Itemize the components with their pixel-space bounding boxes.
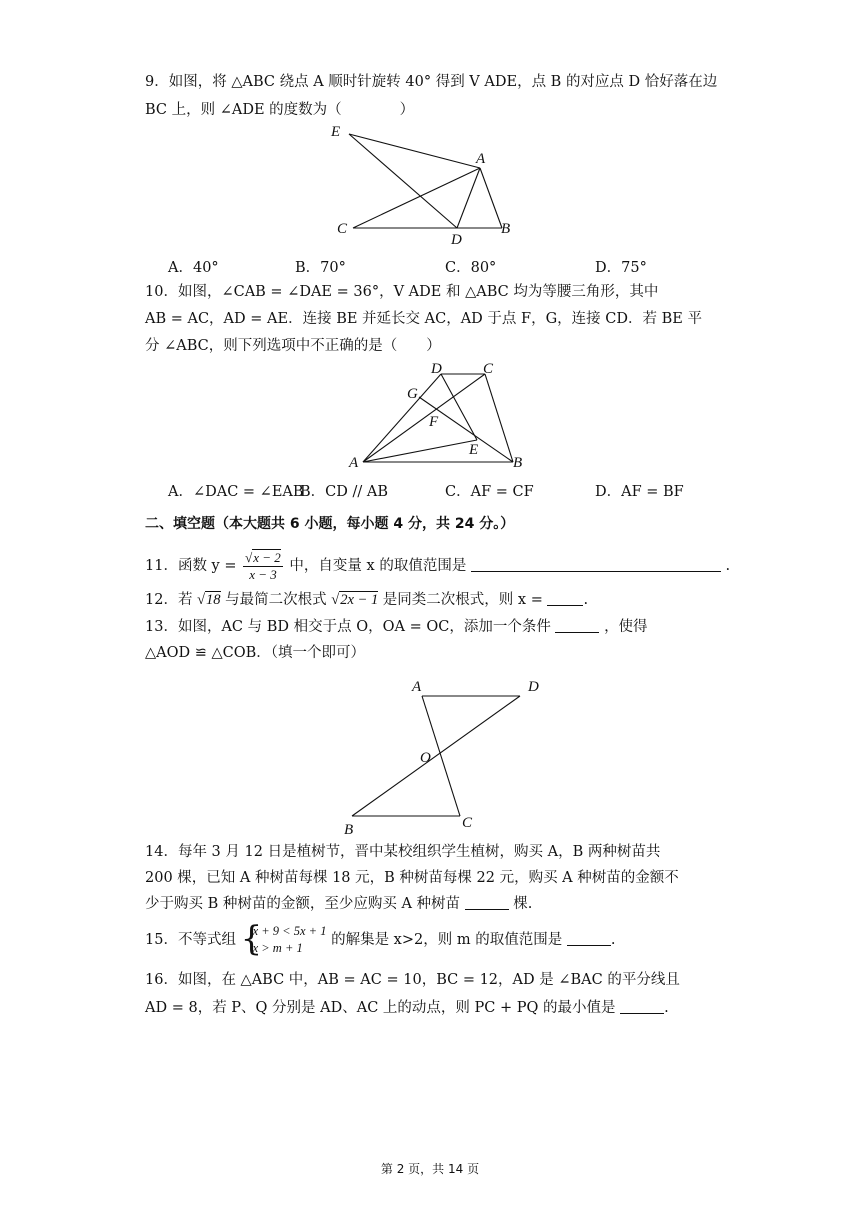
q14-line-2: 200 棵，已知 A 种树苗每棵 18 元，B 种树苗每棵 22 元，购买 A 种树苗的金额不 (145, 870, 679, 886)
q13-label-c: C (462, 815, 473, 831)
q12-part-2: 与最简二次根式 (220, 592, 332, 608)
q10-label-b: B (513, 455, 523, 471)
q10-choices (0, 480, 860, 500)
q16-answer-blank[interactable] (620, 999, 664, 1014)
q15-brace: { (240, 919, 263, 959)
q13-label-b: B (344, 822, 354, 834)
q11-prefix: 11．函数 y = (145, 558, 237, 574)
q9-choice-a: A．40° (168, 260, 219, 276)
q15-line (145, 920, 615, 960)
q14-answer-blank[interactable] (465, 895, 509, 910)
q9-line-2: BC 上，则 ∠ADE 的度数为（ ） (145, 102, 415, 118)
q12-part-1: 12．若 (145, 592, 198, 608)
q9-label-d: D (451, 232, 462, 248)
q10-choice-c: C．AF = CF (445, 484, 534, 500)
q10-line-2: AB = AC，AD = AE．连接 BE 并延长交 AC，AD 于点 F，G，连接 CD．若 BE 平 (145, 311, 702, 327)
q15-inequality-2: x > m + 1 (252, 941, 303, 955)
q9-line-1: 9．如图，将 △ABC 绕点 A 顺时针旋转 40° 得到 V ADE，点 B 的对应点 D 恰好落在边 (145, 74, 718, 90)
q11-end: . (725, 558, 731, 574)
q10-label-g: G (407, 386, 418, 402)
section-2-heading: 二、填空题（本大题共 6 小题，每小题 4 分，共 24 分。） (145, 516, 515, 532)
page-footer: 第 2 页，共 14 页 (380, 1162, 480, 1176)
q11-numerator-radicand: x − 2 (253, 549, 281, 565)
q12-radicand-2: 2x − 1 (340, 592, 379, 608)
q14-line-3-end: 棵. (513, 896, 533, 912)
q11-fraction (243, 550, 283, 583)
q10-label-e: E (469, 442, 479, 458)
q11-denominator: x − 3 (249, 566, 277, 582)
q9-figure (325, 118, 525, 248)
q13-answer-blank[interactable] (555, 618, 599, 633)
q13-label-o: O (420, 750, 431, 766)
q10-line-1: 10．如图，∠CAB = ∠DAE = 36°，V ADE 和 △ABC 均为等腰三角形，其中 (145, 284, 659, 300)
q12-radical-2: √2x − 1 (331, 592, 379, 608)
q14-line-3 (145, 894, 532, 914)
q9-choice-b: B．70° (295, 260, 346, 276)
q10-label-c: C (483, 361, 494, 377)
q9-label-c: C (337, 221, 348, 237)
q13-label-a: A (412, 679, 422, 695)
q16-line-2 (145, 998, 669, 1018)
q10-label-a: A (349, 455, 359, 471)
q16-line-2-end: . (664, 1000, 669, 1016)
q9-label-a: A (476, 151, 486, 167)
q11-numerator: √x − 2 (245, 549, 281, 565)
q12-line (145, 590, 588, 610)
q13-line-2: △AOD ≌ △COB．（填一个即可） (145, 645, 366, 661)
q9-choices (0, 256, 860, 276)
q12-part-3: 是同类二次根式，则 x = (378, 592, 543, 608)
q15-answer-blank[interactable] (567, 931, 611, 946)
q15-suffix: 的解集是 x>2，则 m 的取值范围是 (331, 932, 563, 948)
q13-line-1-text: 13．如图，AC 与 BD 相交于点 O，OA = OC，添加一个条件 (145, 619, 551, 635)
q16-line-1: 16．如图，在 △ABC 中，AB = AC = 10，BC = 12，AD 是 ∠BAC 的平分线且 (145, 972, 680, 988)
q12-radicand-1: 18 (206, 592, 221, 608)
q15-inequality-1: x + 9 < 5x + 1 (252, 924, 327, 938)
q9-choice-c: C．80° (445, 260, 497, 276)
q14-line-3-text: 少于购买 B 种树苗的金额，至少应购买 A 种树苗 (145, 896, 461, 912)
q10-label-f: F (429, 414, 439, 430)
q10-line-3: 分 ∠ABC，则下列选项中不正确的是（ ） (145, 338, 441, 354)
q15-end: . (610, 932, 616, 948)
q13-line-1-end: ，使得 (604, 619, 648, 635)
q15-inequality-system (240, 919, 327, 959)
q14-line-1: 14．每年 3 月 12 日是植树节，晋中某校组织学生植树，购买 A，B 两种树苗共 (145, 844, 661, 860)
q12-radical-1: √18 (197, 592, 221, 608)
q10-choice-d: D．AF = BF (595, 484, 684, 500)
q9-choice-d: D．75° (595, 260, 647, 276)
q11-line (145, 548, 730, 584)
q11-answer-blank[interactable] (471, 557, 721, 572)
q10-choice-b: B．CD // AB (300, 484, 388, 500)
q12-answer-blank[interactable] (547, 591, 583, 606)
q15-prefix: 15．不等式组 (145, 932, 236, 948)
q13-figure (340, 674, 550, 834)
q13-line-1 (145, 617, 648, 637)
q9-label-e: E (331, 124, 341, 140)
q13-label-d: D (528, 679, 539, 695)
q10-figure (345, 360, 535, 472)
q10-label-d: D (431, 361, 442, 377)
q9-label-b: B (501, 221, 511, 237)
q10-choice-a: A．∠DAC = ∠EAB (168, 484, 304, 500)
q12-end: . (583, 592, 589, 608)
q11-suffix: 中，自变量 x 的取值范围是 (289, 558, 467, 574)
q16-line-2-text: AD = 8，若 P、Q 分别是 AD、AC 上的动点，则 PC + PQ 的最小值是 (145, 1000, 616, 1016)
